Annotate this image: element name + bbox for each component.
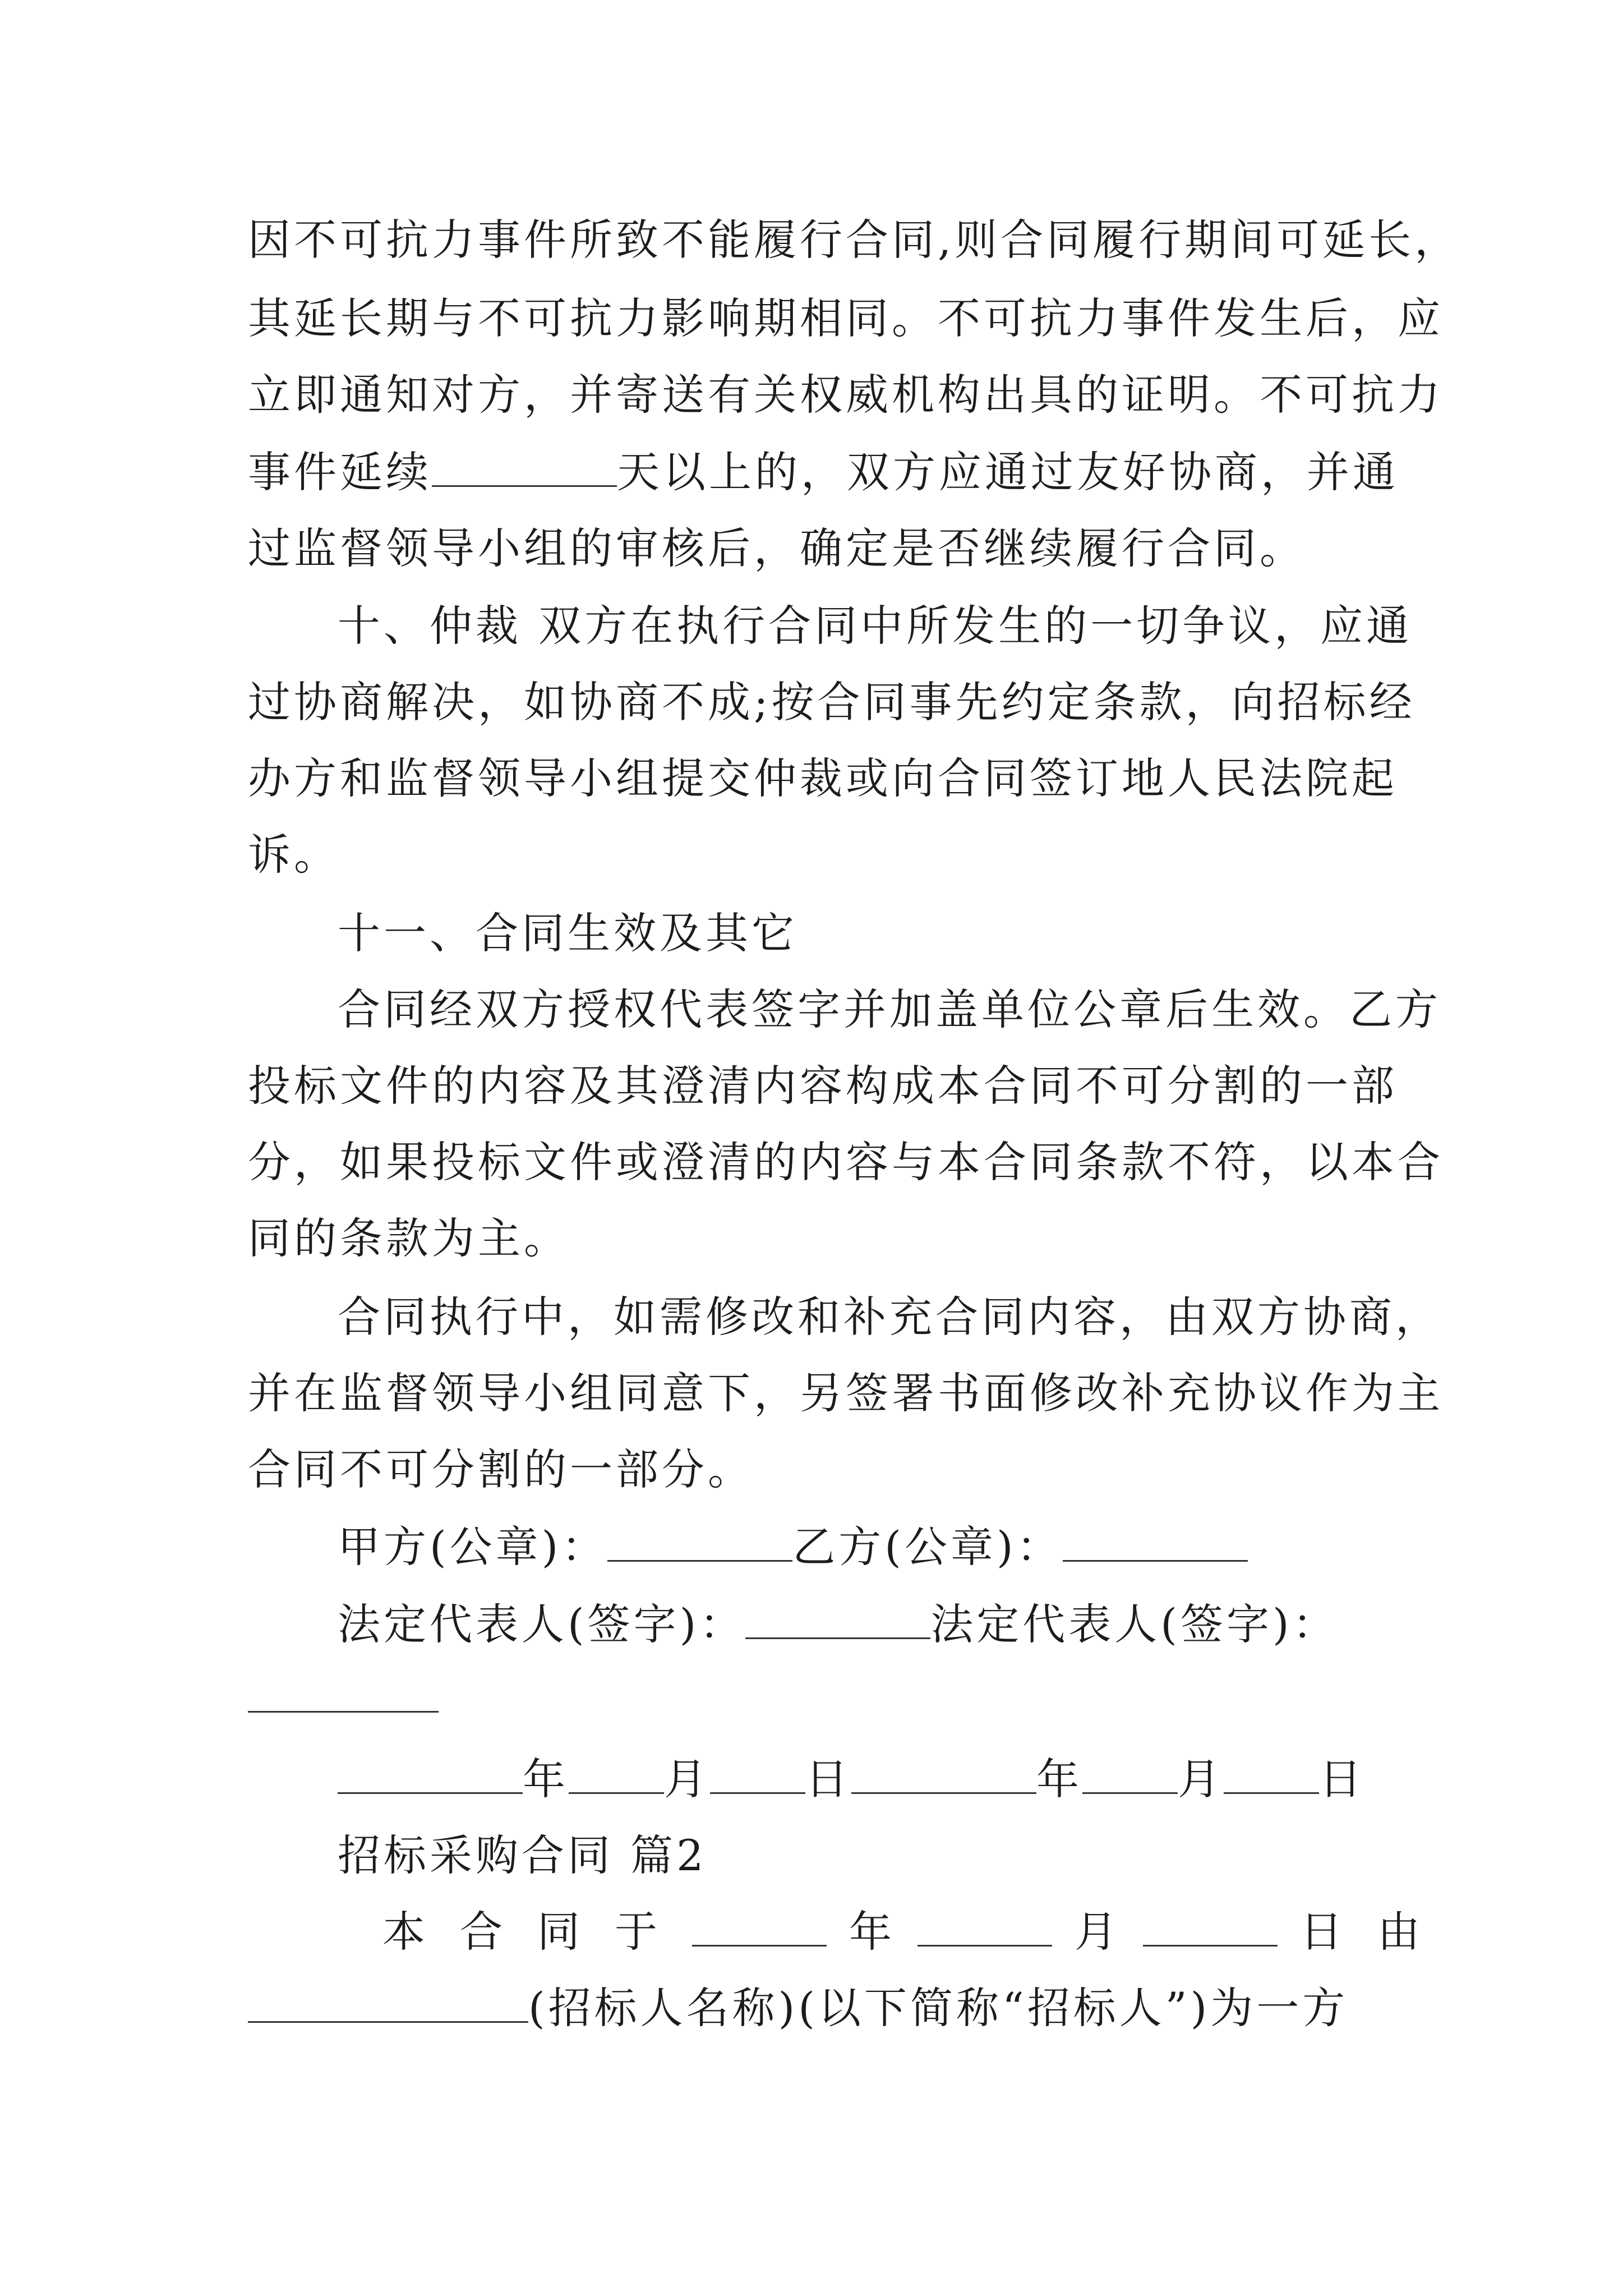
date-a-month-label: 月: [664, 1754, 710, 1804]
rep-a-label: 法定代表人(签字)：: [338, 1599, 746, 1649]
para1-line1: 因不可抗力事件所致不能履行合同,则合同履行期间可延长，: [248, 215, 1461, 265]
date-b-year-label: 年: [1036, 1754, 1082, 1804]
para3-line2: 投标文件的内容及其澄清内容构成本合同不可分割的一部: [248, 1061, 1398, 1111]
date-a-day-blank[interactable]: [710, 1755, 805, 1794]
para1-line4-text-a: 事件延续: [248, 447, 432, 497]
representative-line: [338, 1598, 1527, 1651]
contract2-month-blank[interactable]: [917, 1908, 1052, 1947]
rep-b-blank[interactable]: [248, 1711, 439, 1713]
contract2-day-blank[interactable]: [1143, 1908, 1278, 1947]
contract2-year-label: 年: [849, 1907, 895, 1957]
para1-line4: [248, 445, 1437, 499]
section11-heading: 十一、合同生效及其它: [338, 908, 797, 958]
contract2-line2-text: (招标人名称)(以下简称“招标人”)为一方: [528, 1983, 1349, 2033]
para3-line3: 分，如果投标文件或澄清的内容与本合同条款不符，以本合: [248, 1137, 1444, 1187]
contract2-year-blank[interactable]: [692, 1908, 827, 1947]
date-b-month-label: 月: [1178, 1754, 1224, 1804]
date-a-year-label: 年: [523, 1754, 569, 1804]
para2-line4: 诉。: [248, 830, 340, 880]
party-a-seal-blank[interactable]: [607, 1523, 792, 1562]
days-blank[interactable]: [432, 448, 617, 487]
rep-b-label: 法定代表人(签字)：: [930, 1599, 1339, 1649]
para4-line2: 并在监督领导小组同意下，另签署书面修改补充协议作为主: [248, 1368, 1444, 1418]
date-b-day-blank[interactable]: [1224, 1755, 1319, 1794]
tenderer-name-blank[interactable]: [248, 1984, 528, 2023]
para1-line3: 立即通知对方，并寄送有关权威机构出具的证明。不可抗力: [248, 370, 1444, 420]
para3-line1: 合同经双方授权代表签字并加盖单位公章后生效。乙方: [338, 984, 1441, 1034]
date-a-day-label: 日: [805, 1754, 851, 1804]
para4-line1: 合同执行中，如需修改和补充合同内容，由双方协商，: [338, 1292, 1441, 1342]
date-a-year-blank[interactable]: [338, 1755, 523, 1794]
date-line: [338, 1752, 1527, 1806]
party-b-seal-label: 乙方(公章)：: [792, 1522, 1063, 1572]
date-a-month-blank[interactable]: [569, 1755, 664, 1794]
para2-line2: 过协商解决，如协商不成;按合同事先约定条款，向招标经: [248, 677, 1415, 727]
date-b-day-label: 日: [1319, 1754, 1365, 1804]
date-b-year-blank[interactable]: [851, 1755, 1036, 1794]
contract2-line2: [248, 1981, 1437, 2035]
contract2-intro: 本合同于: [382, 1907, 692, 1957]
rep-a-blank[interactable]: [745, 1600, 930, 1639]
section2-title: 招标采购合同 篇2: [338, 1830, 707, 1880]
para3-line4: 同的条款为主。: [248, 1213, 570, 1263]
contract2-month-label: 月: [1075, 1907, 1121, 1957]
para2-line1: 十、仲裁 双方在执行合同中所发生的一切争议，应通: [338, 601, 1413, 651]
para1-line5: 过监督领导小组的审核后，确定是否继续履行合同。: [248, 523, 1306, 573]
date-b-month-blank[interactable]: [1082, 1755, 1178, 1794]
para2-line3: 办方和监督领导小组提交仲裁或向合同签订地人民法院起: [248, 753, 1398, 803]
para1-line2: 其延长期与不可抗力影响期相同。不可抗力事件发生后，应: [248, 293, 1444, 343]
contract2-day-label: 日由: [1300, 1907, 1455, 1957]
party-a-seal-label: 甲方(公章)：: [338, 1522, 608, 1572]
party-b-seal-blank[interactable]: [1063, 1523, 1248, 1562]
para1-line4-text-b: 天以上的，双方应通过友好协商，并通: [617, 447, 1399, 497]
contract2-line1: [382, 1905, 1455, 1959]
seal-line: [338, 1520, 1527, 1574]
para4-line3: 合同不可分割的一部分。: [248, 1444, 754, 1494]
